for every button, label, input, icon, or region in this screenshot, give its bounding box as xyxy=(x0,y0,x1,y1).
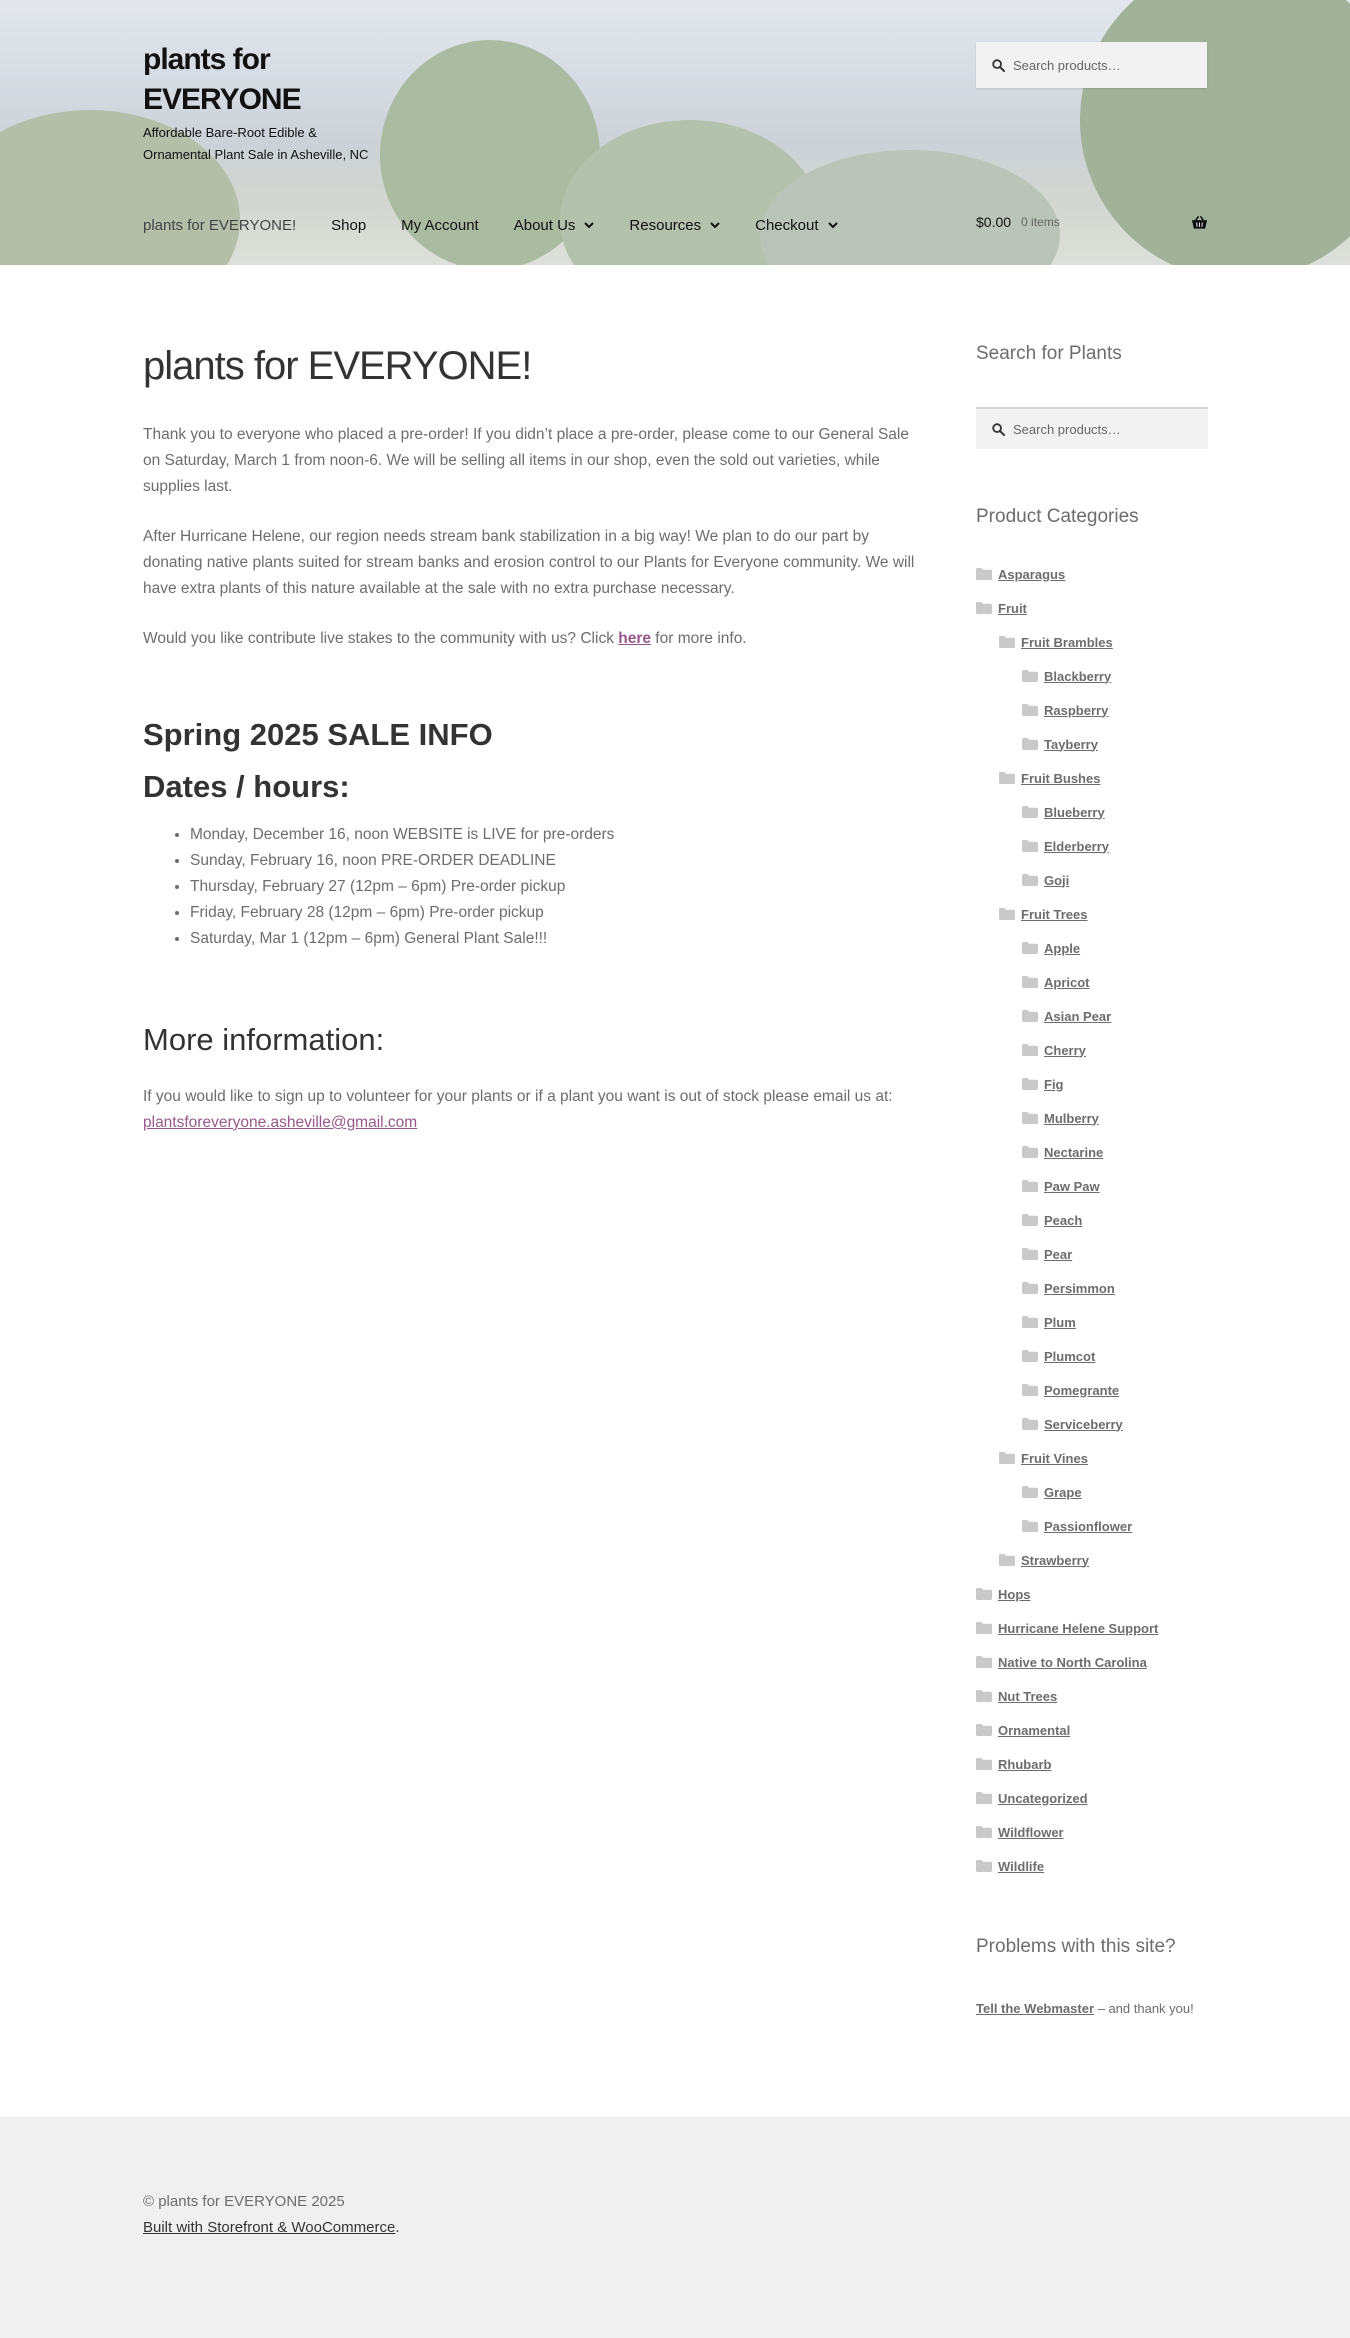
categories-widget-title: Product Categories xyxy=(976,506,1139,527)
category-link[interactable]: Elderberry xyxy=(1044,838,1110,854)
folder-icon xyxy=(1022,1282,1038,1294)
category-link[interactable]: Nut Trees xyxy=(998,1688,1058,1704)
storefront-credit-link[interactable]: Built with Storefront & WooCommerce xyxy=(143,2219,396,2236)
webmaster-note xyxy=(976,2001,1208,2016)
category-item xyxy=(976,625,1208,659)
live-stakes-text-after: for more info. xyxy=(651,630,747,647)
chevron-down-icon xyxy=(828,222,838,229)
category-item xyxy=(976,931,1208,965)
category-item xyxy=(976,1849,1208,1883)
category-item xyxy=(976,1067,1208,1101)
category-item xyxy=(976,761,1208,795)
category-link[interactable]: Blackberry xyxy=(1044,668,1112,684)
folder-icon xyxy=(976,1860,992,1872)
category-link[interactable]: Hurricane Helene Support xyxy=(998,1620,1159,1636)
category-link[interactable]: Plumcot xyxy=(1044,1348,1096,1364)
category-item xyxy=(976,829,1208,863)
nav-item-label: Shop xyxy=(331,216,367,234)
category-item xyxy=(976,1339,1208,1373)
folder-icon xyxy=(1022,1112,1038,1124)
folder-icon xyxy=(1022,670,1038,682)
nav-item-label: plants for EVERYONE! xyxy=(143,216,297,234)
category-item xyxy=(976,1033,1208,1067)
category-link[interactable]: Peach xyxy=(1044,1212,1083,1228)
category-link[interactable]: Fig xyxy=(1044,1076,1064,1092)
webmaster-note-text: – and thank you! xyxy=(1094,2001,1194,2016)
category-item xyxy=(976,795,1208,829)
intro-paragraph: Thank you to everyone who placed a pre-order! If you didn’t place a pre-order, please come to our General Sale on Saturday, March 1 from noon-6. We will be selling all items in our shop, even the sold out varieties, while supplies last. xyxy=(143,426,909,495)
folder-icon xyxy=(976,1758,992,1770)
folder-icon xyxy=(976,1690,992,1702)
category-link[interactable]: Tayberry xyxy=(1044,736,1098,752)
category-link[interactable]: Pear xyxy=(1044,1246,1073,1262)
nav-item-checkout[interactable] xyxy=(755,217,837,234)
category-link[interactable]: Strawberry xyxy=(1021,1552,1089,1568)
category-item xyxy=(976,965,1208,999)
folder-icon xyxy=(1022,704,1038,716)
search-widget-title: Search for Plants xyxy=(976,343,1122,364)
folder-icon xyxy=(1022,1146,1038,1158)
category-link[interactable]: Wildlife xyxy=(998,1858,1045,1874)
cart-count: 0 items xyxy=(1021,215,1060,229)
folder-icon xyxy=(999,772,1015,784)
sidebar xyxy=(976,330,1208,2016)
date-item: • Sunday, February 16, noon PRE-ORDER DEADLINE xyxy=(190,848,929,874)
category-item xyxy=(976,1475,1208,1509)
footer-credit xyxy=(143,2215,399,2241)
folder-icon xyxy=(1022,1078,1038,1090)
header-cart[interactable] xyxy=(976,214,1208,230)
sale-info-heading: Spring 2025 SALE INFO xyxy=(143,717,493,752)
category-item xyxy=(976,1645,1208,1679)
folder-icon xyxy=(1022,738,1038,750)
folder-icon xyxy=(1022,874,1038,886)
dates-list xyxy=(190,822,929,952)
header-search-placeholder: Search products… xyxy=(1013,57,1121,73)
category-item xyxy=(976,1781,1208,1815)
folder-icon xyxy=(1022,1180,1038,1192)
category-link[interactable]: Fruit xyxy=(998,600,1027,616)
main-content xyxy=(143,330,929,1160)
category-item xyxy=(976,1747,1208,1781)
category-item xyxy=(976,1441,1208,1475)
nav-item-shop[interactable] xyxy=(331,217,366,234)
folder-icon xyxy=(1022,1010,1038,1022)
footer-credit-period: . xyxy=(395,2219,400,2236)
folder-icon xyxy=(1022,1350,1038,1362)
site-header xyxy=(0,0,1350,265)
folder-icon xyxy=(1022,1214,1038,1226)
category-item xyxy=(976,1509,1208,1543)
category-link[interactable]: Fruit Bushes xyxy=(1021,770,1101,786)
live-stakes-link[interactable]: here xyxy=(618,630,651,647)
more-info-heading: More information: xyxy=(143,1022,385,1057)
category-list xyxy=(976,557,1208,1883)
date-item: • Thursday, February 27 (12pm – 6pm) Pre-order pickup xyxy=(190,874,929,900)
more-info-paragraph xyxy=(143,1084,929,1136)
category-item xyxy=(976,1679,1208,1713)
folder-icon xyxy=(976,1826,992,1838)
nav-item-resources[interactable] xyxy=(629,217,720,234)
category-link[interactable]: Uncategorized xyxy=(998,1790,1088,1806)
folder-icon xyxy=(976,1588,992,1600)
nav-item-my-account[interactable] xyxy=(401,217,479,234)
footer-copyright: © plants for EVERYONE 2025 xyxy=(143,2193,345,2210)
contact-email-link[interactable]: plantsforeveryone.asheville@gmail.com xyxy=(143,1114,418,1131)
category-item xyxy=(976,1611,1208,1645)
nav-item-label: Resources xyxy=(629,216,702,234)
folder-icon xyxy=(999,1554,1015,1566)
folder-icon xyxy=(976,1792,992,1804)
folder-icon xyxy=(1022,1248,1038,1260)
date-item: • Monday, December 16, noon WEBSITE is LIVE for pre-orders xyxy=(190,822,929,848)
folder-icon xyxy=(1022,976,1038,988)
nav-item-about-us[interactable] xyxy=(514,217,595,234)
category-link[interactable]: Goji xyxy=(1044,872,1070,888)
chevron-down-icon xyxy=(584,222,594,229)
folder-icon xyxy=(1022,1316,1038,1328)
category-item xyxy=(976,1305,1208,1339)
folder-icon xyxy=(1022,1044,1038,1056)
nav-item-label: About Us xyxy=(513,216,576,234)
category-item xyxy=(976,1407,1208,1441)
category-item xyxy=(976,1543,1208,1577)
category-item xyxy=(976,1815,1208,1849)
folder-icon xyxy=(999,636,1015,648)
category-item xyxy=(976,1203,1208,1237)
category-link[interactable]: Apple xyxy=(1044,940,1081,956)
nav-item-plants-for-everyone[interactable] xyxy=(143,217,296,234)
folder-icon xyxy=(976,1622,992,1634)
category-link[interactable]: Asparagus xyxy=(998,566,1066,582)
category-link[interactable]: Asian Pear xyxy=(1044,1008,1112,1024)
cart-amount: $0.00 xyxy=(976,214,1012,230)
sidebar-search-field[interactable] xyxy=(976,407,1208,449)
category-item xyxy=(976,659,1208,693)
category-item xyxy=(976,897,1208,931)
nav-item-label: My Account xyxy=(401,216,479,234)
category-link[interactable]: Ornamental xyxy=(998,1722,1071,1738)
helene-paragraph: After Hurricane Helene, our region needs stream bank stabilization in a big way! We plan to do our part by donating native plants suited for stream banks and erosion control to our Plants for Everyone community. We will have extra plants of this nature available at the sale with no extra purchase necessary. xyxy=(143,528,915,597)
folder-icon xyxy=(999,908,1015,920)
category-item xyxy=(976,727,1208,761)
sidebar-search-placeholder: Search products… xyxy=(1013,421,1121,437)
category-link[interactable]: Persimmon xyxy=(1044,1280,1115,1296)
category-link[interactable]: Raspberry xyxy=(1044,702,1109,718)
more-info-text: If you would like to sign up to volunteer for your plants or if a plant you want is out of stock please email us at: xyxy=(143,1088,893,1105)
category-item xyxy=(976,591,1208,625)
category-item xyxy=(976,1271,1208,1305)
category-link[interactable]: Fruit Vines xyxy=(1021,1450,1088,1466)
date-item: • Saturday, Mar 1 (12pm – 6pm) General Plant Sale!!! xyxy=(190,926,929,952)
category-link[interactable]: Paw Paw xyxy=(1044,1178,1100,1194)
site-description: Affordable Bare-Root Edible & Ornamental Plant Sale in Asheville, NC xyxy=(143,125,369,162)
category-link[interactable]: Fruit Trees xyxy=(1021,906,1088,922)
header-search-field[interactable] xyxy=(976,42,1207,88)
category-item xyxy=(976,1237,1208,1271)
shopping-basket-icon xyxy=(1191,215,1208,230)
folder-icon xyxy=(976,1724,992,1736)
search-icon xyxy=(992,59,1005,72)
category-item xyxy=(976,557,1208,591)
category-link[interactable]: Hops xyxy=(998,1586,1031,1602)
primary-navigation xyxy=(143,210,873,240)
category-link[interactable]: Native to North Carolina xyxy=(998,1654,1147,1670)
site-footer xyxy=(0,2117,1350,2338)
category-link[interactable]: Rhubarb xyxy=(998,1756,1052,1772)
category-link[interactable]: Wildflower xyxy=(998,1824,1064,1840)
category-item xyxy=(976,1135,1208,1169)
folder-icon xyxy=(976,1656,992,1668)
page-title: plants for EVERYONE! xyxy=(143,344,532,388)
category-item xyxy=(976,1577,1208,1611)
site-title[interactable]: plants for EVERYONE xyxy=(143,43,301,116)
category-item xyxy=(976,999,1208,1033)
date-item: • Friday, February 28 (12pm – 6pm) Pre-order pickup xyxy=(190,900,929,926)
category-link[interactable]: Serviceberry xyxy=(1044,1416,1123,1432)
live-stakes-text-before: Would you like contribute live stakes to the community with us? Click xyxy=(143,630,619,647)
category-link[interactable]: Grape xyxy=(1044,1484,1082,1500)
category-link[interactable]: Plum xyxy=(1044,1314,1076,1330)
nav-item-label: Checkout xyxy=(755,216,819,234)
category-link[interactable]: Mulberry xyxy=(1044,1110,1099,1126)
category-link[interactable]: Cherry xyxy=(1044,1042,1086,1058)
folder-icon xyxy=(1022,1418,1038,1430)
folder-icon xyxy=(1022,1384,1038,1396)
category-link[interactable]: Fruit Brambles xyxy=(1021,634,1113,650)
category-item xyxy=(976,1713,1208,1747)
folder-icon xyxy=(1022,806,1038,818)
category-item xyxy=(976,1169,1208,1203)
folder-icon xyxy=(976,602,992,614)
chevron-down-icon xyxy=(710,222,720,229)
category-item xyxy=(976,1101,1208,1135)
category-link[interactable]: Apricot xyxy=(1044,974,1090,990)
folder-icon xyxy=(1022,1520,1038,1532)
search-icon xyxy=(992,423,1005,436)
category-item xyxy=(976,693,1208,727)
category-item xyxy=(976,863,1208,897)
folder-icon xyxy=(1022,1486,1038,1498)
folder-icon xyxy=(976,568,992,580)
category-link[interactable]: Nectarine xyxy=(1044,1144,1104,1160)
folder-icon xyxy=(1022,942,1038,954)
category-item xyxy=(976,1373,1208,1407)
folder-icon xyxy=(999,1452,1015,1464)
dates-heading: Dates / hours: xyxy=(143,769,350,804)
category-link[interactable]: Pomegrante xyxy=(1044,1382,1120,1398)
folder-icon xyxy=(1022,840,1038,852)
tell-webmaster-link[interactable]: Tell the Webmaster xyxy=(976,2001,1094,2016)
problems-widget-title: Problems with this site? xyxy=(976,1936,1176,1957)
category-link[interactable]: Blueberry xyxy=(1044,804,1105,820)
live-stakes-paragraph xyxy=(143,626,929,652)
category-link[interactable]: Passionflower xyxy=(1044,1518,1133,1534)
